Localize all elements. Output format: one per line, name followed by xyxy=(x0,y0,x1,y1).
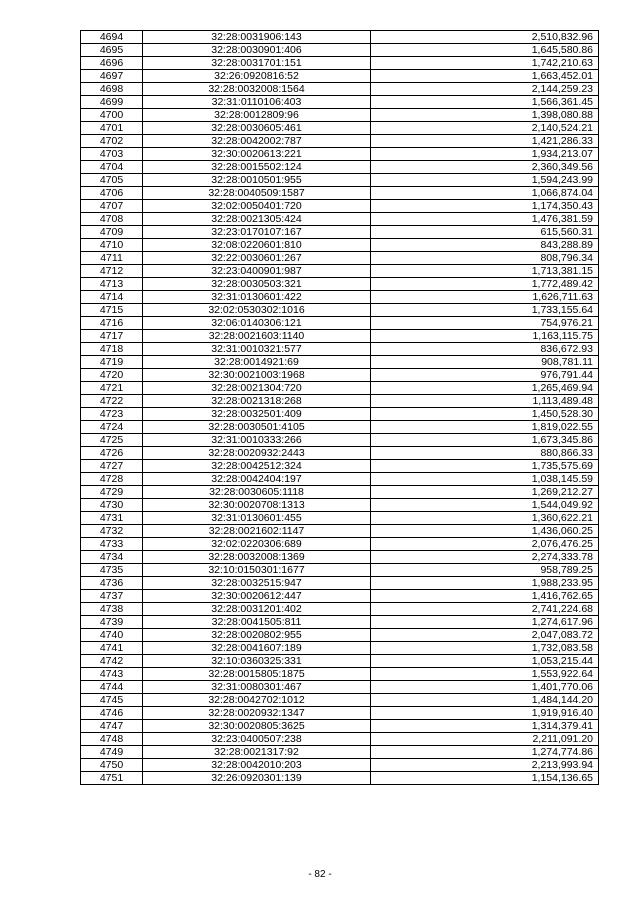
row-number-cell: 4709 xyxy=(81,226,143,239)
cadastral-number-cell: 32:28:0020932:2443 xyxy=(143,447,371,460)
amount-cell: 1,436,060.25 xyxy=(371,525,599,538)
cadastral-number-cell: 32:10:0360325:331 xyxy=(143,655,371,668)
cadastral-number-cell: 32:30:0020613:221 xyxy=(143,148,371,161)
cadastral-number-cell: 32:22:0030601:267 xyxy=(143,252,371,265)
row-number-cell: 4731 xyxy=(81,512,143,525)
table-row xyxy=(81,421,599,434)
cadastral-number-cell: 32:28:0032008:1564 xyxy=(143,83,371,96)
row-number-cell: 4747 xyxy=(81,720,143,733)
amount-cell: 1,038,145.59 xyxy=(371,473,599,486)
table-row xyxy=(81,239,599,252)
row-number-cell: 4723 xyxy=(81,408,143,421)
amount-cell: 2,213,993.94 xyxy=(371,759,599,772)
table-row xyxy=(81,759,599,772)
amount-cell: 2,510,832.96 xyxy=(371,31,599,44)
table-row xyxy=(81,603,599,616)
row-number-cell: 4703 xyxy=(81,148,143,161)
table-row xyxy=(81,278,599,291)
amount-cell: 1,113,489.48 xyxy=(371,395,599,408)
amount-cell: 1,269,212.27 xyxy=(371,486,599,499)
amount-cell: 615,560.31 xyxy=(371,226,599,239)
row-number-cell: 4746 xyxy=(81,707,143,720)
row-number-cell: 4751 xyxy=(81,772,143,785)
row-number-cell: 4727 xyxy=(81,460,143,473)
cadastral-number-cell: 32:28:0021304:720 xyxy=(143,382,371,395)
table-row xyxy=(81,707,599,720)
amount-cell: 1,416,762.65 xyxy=(371,590,599,603)
table-row xyxy=(81,733,599,746)
row-number-cell: 4697 xyxy=(81,70,143,83)
row-number-cell: 4716 xyxy=(81,317,143,330)
row-number-cell: 4698 xyxy=(81,83,143,96)
page-number: - 82 - xyxy=(308,869,332,880)
row-number-cell: 4721 xyxy=(81,382,143,395)
amount-cell: 958,789.25 xyxy=(371,564,599,577)
table-row xyxy=(81,213,599,226)
table-row xyxy=(81,226,599,239)
cadastral-number-cell: 32:28:0014921:69 xyxy=(143,356,371,369)
table-row xyxy=(81,343,599,356)
table-row xyxy=(81,174,599,187)
table-row xyxy=(81,486,599,499)
row-number-cell: 4725 xyxy=(81,434,143,447)
cadastral-number-cell: 32:28:0031201:402 xyxy=(143,603,371,616)
table-row xyxy=(81,291,599,304)
amount-cell: 808,796.34 xyxy=(371,252,599,265)
cadastral-number-cell: 32:28:0031906:143 xyxy=(143,31,371,44)
cadastral-number-cell: 32:30:0020708:1313 xyxy=(143,499,371,512)
amount-cell: 1,066,874.04 xyxy=(371,187,599,200)
cadastral-number-cell: 32:28:0021603:1140 xyxy=(143,330,371,343)
row-number-cell: 4729 xyxy=(81,486,143,499)
table-row xyxy=(81,720,599,733)
row-number-cell: 4750 xyxy=(81,759,143,772)
table-row xyxy=(81,564,599,577)
cadastral-number-cell: 32:26:0920301:139 xyxy=(143,772,371,785)
cadastral-number-cell: 32:28:0040509:1587 xyxy=(143,187,371,200)
table-row xyxy=(81,681,599,694)
table-row xyxy=(81,499,599,512)
cadastral-number-cell: 32:30:0021003:1968 xyxy=(143,369,371,382)
row-number-cell: 4706 xyxy=(81,187,143,200)
row-number-cell: 4704 xyxy=(81,161,143,174)
amount-cell: 2,076,476.25 xyxy=(371,538,599,551)
amount-cell: 1,163,115.75 xyxy=(371,330,599,343)
cadastral-number-cell: 32:31:0130601:422 xyxy=(143,291,371,304)
row-number-cell: 4699 xyxy=(81,96,143,109)
table-row xyxy=(81,655,599,668)
row-number-cell: 4740 xyxy=(81,629,143,642)
table-row xyxy=(81,447,599,460)
amount-cell: 1,484,144.20 xyxy=(371,694,599,707)
cadastral-number-cell: 32:28:0042702:1012 xyxy=(143,694,371,707)
amount-cell: 1,673,345.86 xyxy=(371,434,599,447)
table-row xyxy=(81,96,599,109)
cadastral-number-cell: 32:28:0042010:203 xyxy=(143,759,371,772)
table-row xyxy=(81,148,599,161)
amount-cell: 2,274,333.78 xyxy=(371,551,599,564)
table-row xyxy=(81,577,599,590)
cadastral-number-cell: 32:28:0032008:1369 xyxy=(143,551,371,564)
table-row xyxy=(81,434,599,447)
amount-cell: 1,544,049.92 xyxy=(371,499,599,512)
table-row xyxy=(81,330,599,343)
table-row xyxy=(81,590,599,603)
amount-cell: 1,733,155.64 xyxy=(371,304,599,317)
cadastral-number-cell: 32:28:0021318:268 xyxy=(143,395,371,408)
cadastral-number-cell: 32:02:0530302:1016 xyxy=(143,304,371,317)
amount-cell: 880,866.33 xyxy=(371,447,599,460)
row-number-cell: 4710 xyxy=(81,239,143,252)
row-number-cell: 4739 xyxy=(81,616,143,629)
row-number-cell: 4733 xyxy=(81,538,143,551)
row-number-cell: 4735 xyxy=(81,564,143,577)
cadastral-number-cell: 32:31:0010321:577 xyxy=(143,343,371,356)
row-number-cell: 4708 xyxy=(81,213,143,226)
amount-cell: 1,450,528.30 xyxy=(371,408,599,421)
cadastral-number-cell: 32:28:0032515:947 xyxy=(143,577,371,590)
row-number-cell: 4749 xyxy=(81,746,143,759)
row-number-cell: 4724 xyxy=(81,421,143,434)
amount-cell: 1,645,580.86 xyxy=(371,44,599,57)
amount-cell: 1,934,213.07 xyxy=(371,148,599,161)
amount-cell: 1,735,575.69 xyxy=(371,460,599,473)
amount-cell: 1,919,916.40 xyxy=(371,707,599,720)
amount-cell: 1,819,022.55 xyxy=(371,421,599,434)
row-number-cell: 4728 xyxy=(81,473,143,486)
amount-cell: 1,594,243.99 xyxy=(371,174,599,187)
cadastral-number-cell: 32:28:0030901:406 xyxy=(143,44,371,57)
cadastral-number-cell: 32:30:0020612:447 xyxy=(143,590,371,603)
row-number-cell: 4696 xyxy=(81,57,143,70)
cadastral-number-cell: 32:28:0030605:461 xyxy=(143,122,371,135)
table-row xyxy=(81,44,599,57)
cadastral-number-cell: 32:28:0042002:787 xyxy=(143,135,371,148)
table-row xyxy=(81,538,599,551)
row-number-cell: 4705 xyxy=(81,174,143,187)
cadastral-number-cell: 32:31:0010333:266 xyxy=(143,434,371,447)
cadastral-number-cell: 32:28:0021317:92 xyxy=(143,746,371,759)
table-row xyxy=(81,772,599,785)
table-row xyxy=(81,57,599,70)
amount-cell: 1,274,774.86 xyxy=(371,746,599,759)
table-row xyxy=(81,668,599,681)
amount-cell: 1,566,361.45 xyxy=(371,96,599,109)
amount-cell: 1,174,350.43 xyxy=(371,200,599,213)
amount-cell: 843,288.89 xyxy=(371,239,599,252)
amount-cell: 1,398,080.88 xyxy=(371,109,599,122)
table-row xyxy=(81,369,599,382)
table-row xyxy=(81,31,599,44)
row-number-cell: 4720 xyxy=(81,369,143,382)
cadastral-number-cell: 32:28:0021602:1147 xyxy=(143,525,371,538)
cadastral-number-cell: 32:28:0030501:4105 xyxy=(143,421,371,434)
row-number-cell: 4730 xyxy=(81,499,143,512)
table-row xyxy=(81,642,599,655)
table-row xyxy=(81,187,599,200)
table-row xyxy=(81,551,599,564)
cadastral-number-cell: 32:28:0020932:1347 xyxy=(143,707,371,720)
cadastral-number-cell: 32:10:0150301:1677 xyxy=(143,564,371,577)
row-number-cell: 4702 xyxy=(81,135,143,148)
cadastral-number-cell: 32:28:0031701:151 xyxy=(143,57,371,70)
row-number-cell: 4712 xyxy=(81,265,143,278)
cadastral-number-cell: 32:28:0042404:197 xyxy=(143,473,371,486)
row-number-cell: 4748 xyxy=(81,733,143,746)
amount-cell: 1,663,452.01 xyxy=(371,70,599,83)
cadastral-number-cell: 32:28:0041505:811 xyxy=(143,616,371,629)
row-number-cell: 4743 xyxy=(81,668,143,681)
amount-cell: 836,672.93 xyxy=(371,343,599,356)
cadastral-number-cell: 32:31:0130601:455 xyxy=(143,512,371,525)
amount-cell: 1,476,381.59 xyxy=(371,213,599,226)
cadastral-number-cell: 32:28:0020802:955 xyxy=(143,629,371,642)
amount-cell: 1,553,922.64 xyxy=(371,668,599,681)
table-row xyxy=(81,525,599,538)
cadastral-number-cell: 32:30:0020805:3625 xyxy=(143,720,371,733)
cadastral-number-cell: 32:28:0032501:409 xyxy=(143,408,371,421)
row-number-cell: 4734 xyxy=(81,551,143,564)
amount-cell: 1,626,711.63 xyxy=(371,291,599,304)
amount-cell: 1,265,469.94 xyxy=(371,382,599,395)
row-number-cell: 4694 xyxy=(81,31,143,44)
table-row xyxy=(81,408,599,421)
cadastral-number-cell: 32:23:0400901:987 xyxy=(143,265,371,278)
cadastral-number-cell: 32:28:0015805:1875 xyxy=(143,668,371,681)
cadastral-number-cell: 32:31:0080301:467 xyxy=(143,681,371,694)
amount-cell: 1,360,622.21 xyxy=(371,512,599,525)
amount-cell: 1,053,215.44 xyxy=(371,655,599,668)
table-row xyxy=(81,109,599,122)
amount-cell: 976,791.44 xyxy=(371,369,599,382)
row-number-cell: 4713 xyxy=(81,278,143,291)
cadastral-number-cell: 32:31:0110106:403 xyxy=(143,96,371,109)
table-row xyxy=(81,83,599,96)
amount-cell: 2,211,091.20 xyxy=(371,733,599,746)
table-row xyxy=(81,616,599,629)
row-number-cell: 4726 xyxy=(81,447,143,460)
row-number-cell: 4737 xyxy=(81,590,143,603)
table-row xyxy=(81,395,599,408)
row-number-cell: 4701 xyxy=(81,122,143,135)
amount-cell: 908,781.11 xyxy=(371,356,599,369)
row-number-cell: 4700 xyxy=(81,109,143,122)
row-number-cell: 4714 xyxy=(81,291,143,304)
row-number-cell: 4718 xyxy=(81,343,143,356)
table-row xyxy=(81,460,599,473)
table-row xyxy=(81,122,599,135)
row-number-cell: 4744 xyxy=(81,681,143,694)
row-number-cell: 4695 xyxy=(81,44,143,57)
cadastral-number-cell: 32:23:0400507:238 xyxy=(143,733,371,746)
cadastral-number-cell: 32:26:0920816:52 xyxy=(143,70,371,83)
amount-cell: 1,421,286.33 xyxy=(371,135,599,148)
cadastral-number-cell: 32:23:0170107:167 xyxy=(143,226,371,239)
table-row xyxy=(81,473,599,486)
amount-cell: 2,140,524.21 xyxy=(371,122,599,135)
amount-cell: 1,314,379.41 xyxy=(371,720,599,733)
table-row xyxy=(81,746,599,759)
amount-cell: 2,144,259.23 xyxy=(371,83,599,96)
table-body xyxy=(81,31,599,785)
table-row xyxy=(81,252,599,265)
cadastral-number-cell: 32:28:0015502:124 xyxy=(143,161,371,174)
cadastral-number-cell: 32:28:0041607:189 xyxy=(143,642,371,655)
cadastral-number-cell: 32:28:0042512:324 xyxy=(143,460,371,473)
table-row xyxy=(81,382,599,395)
table-row xyxy=(81,629,599,642)
row-number-cell: 4717 xyxy=(81,330,143,343)
table-row xyxy=(81,356,599,369)
table-row xyxy=(81,135,599,148)
amount-cell: 1,732,083.58 xyxy=(371,642,599,655)
row-number-cell: 4715 xyxy=(81,304,143,317)
amount-cell: 1,154,136.65 xyxy=(371,772,599,785)
row-number-cell: 4722 xyxy=(81,395,143,408)
amount-cell: 1,772,489.42 xyxy=(371,278,599,291)
table-row xyxy=(81,265,599,278)
row-number-cell: 4711 xyxy=(81,252,143,265)
amount-cell: 1,713,381.15 xyxy=(371,265,599,278)
row-number-cell: 4719 xyxy=(81,356,143,369)
table-row xyxy=(81,304,599,317)
row-number-cell: 4736 xyxy=(81,577,143,590)
cadastral-number-cell: 32:08:0220601:810 xyxy=(143,239,371,252)
table-row xyxy=(81,70,599,83)
table-row xyxy=(81,694,599,707)
cadastral-number-cell: 32:28:0030605:1118 xyxy=(143,486,371,499)
row-number-cell: 4738 xyxy=(81,603,143,616)
cadastral-number-cell: 32:28:0010501:955 xyxy=(143,174,371,187)
cadastral-number-cell: 32:28:0012809:96 xyxy=(143,109,371,122)
row-number-cell: 4741 xyxy=(81,642,143,655)
row-number-cell: 4742 xyxy=(81,655,143,668)
row-number-cell: 4707 xyxy=(81,200,143,213)
table-row xyxy=(81,512,599,525)
data-table xyxy=(80,30,599,785)
cadastral-number-cell: 32:28:0021305:424 xyxy=(143,213,371,226)
table-row xyxy=(81,200,599,213)
amount-cell: 2,047,083.72 xyxy=(371,629,599,642)
amount-cell: 2,360,349.56 xyxy=(371,161,599,174)
amount-cell: 2,741,224.68 xyxy=(371,603,599,616)
amount-cell: 1,401,770.06 xyxy=(371,681,599,694)
cadastral-number-cell: 32:02:0220306:689 xyxy=(143,538,371,551)
row-number-cell: 4745 xyxy=(81,694,143,707)
amount-cell: 754,976.21 xyxy=(371,317,599,330)
cadastral-number-cell: 32:06:0140306:121 xyxy=(143,317,371,330)
amount-cell: 1,988,233.95 xyxy=(371,577,599,590)
table-row xyxy=(81,317,599,330)
table-row xyxy=(81,161,599,174)
amount-cell: 1,274,617.96 xyxy=(371,616,599,629)
row-number-cell: 4732 xyxy=(81,525,143,538)
amount-cell: 1,742,210.63 xyxy=(371,57,599,70)
cadastral-number-cell: 32:28:0030503:321 xyxy=(143,278,371,291)
cadastral-number-cell: 32:02:0050401:720 xyxy=(143,200,371,213)
